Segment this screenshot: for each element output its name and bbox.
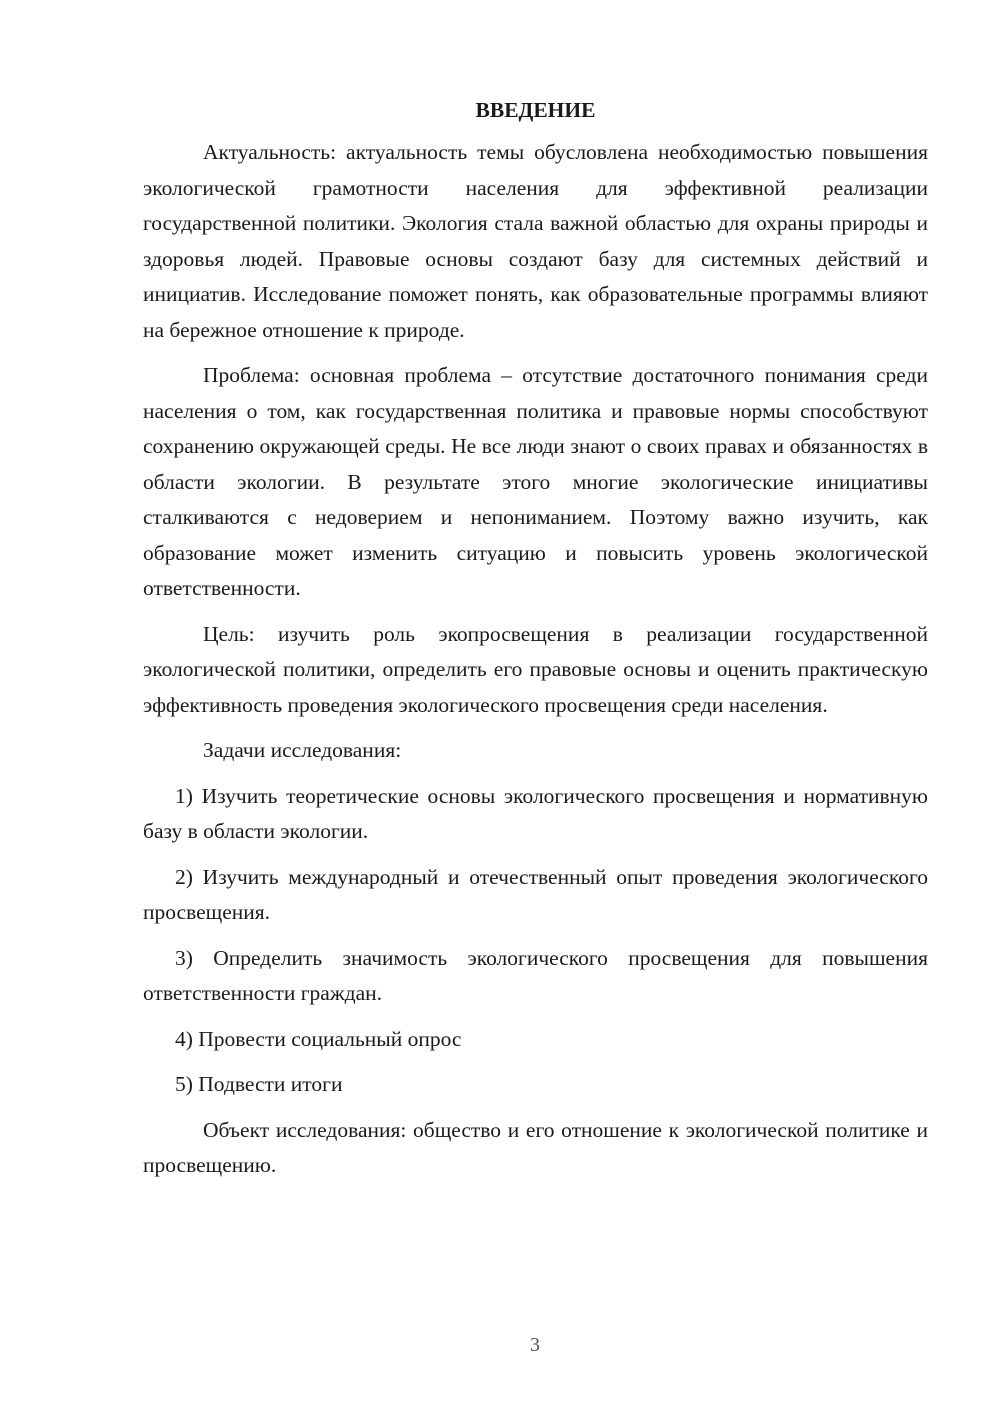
list-item: 3) Определить значимость экологического просвещения для повышения ответственности граждан.: [143, 945, 928, 1005]
problem-paragraph: Проблема: основная проблема – отсутствие достаточного понимания среди населения о том, как государственная политика и правовые нормы способствуют сохранению окружающей среды. Не все люди знают о своих правах и обязанностях в области экологии. В результате этого многие экологические инициативы сталкиваются с недоверием и непониманием. Поэтому важно изучить, как образование может изменить ситуацию и повысить уровень экологической ответственности.: [143, 363, 928, 600]
list-item: 5) Подвести итоги: [175, 1072, 343, 1096]
tasks-title: Задачи исследования:: [203, 738, 402, 762]
page-number: 3: [530, 1334, 540, 1356]
list-item: 2) Изучить международный и отечественный опыт проведения экологического просвещения.: [143, 864, 928, 924]
object-paragraph: Объект исследования: общество и его отношение к экологической политике и просвещению.: [143, 1117, 928, 1177]
list-item: 4) Провести социальный опрос: [175, 1026, 462, 1051]
section-heading: ВВЕДЕНИЕ: [475, 98, 596, 122]
list-item: 1) Изучить теоретические основы экологического просвещения и нормативную базу в области экологии.: [143, 783, 928, 843]
relevance-paragraph: Актуальность: актуальность темы обусловлена необходимостью повышения экологической грамотности населения для эффективной реализации государственной политики. Экология стала важной областью для охраны природы и здоровья людей. Правовые основы создают базу для системных действий и инициатив. Исследование поможет понять, как образовательные программы влияют на бережное отношение к природе.: [143, 140, 928, 342]
document-page: [143, 96, 928, 1194]
goal-paragraph: Цель: изучить роль экопросвещения в реализации государственной экологической политики, определить его правовые основы и оценить практическую эффективность проведения экологического просвещения среди населения.: [143, 621, 928, 717]
tasks-list: [143, 779, 928, 1103]
